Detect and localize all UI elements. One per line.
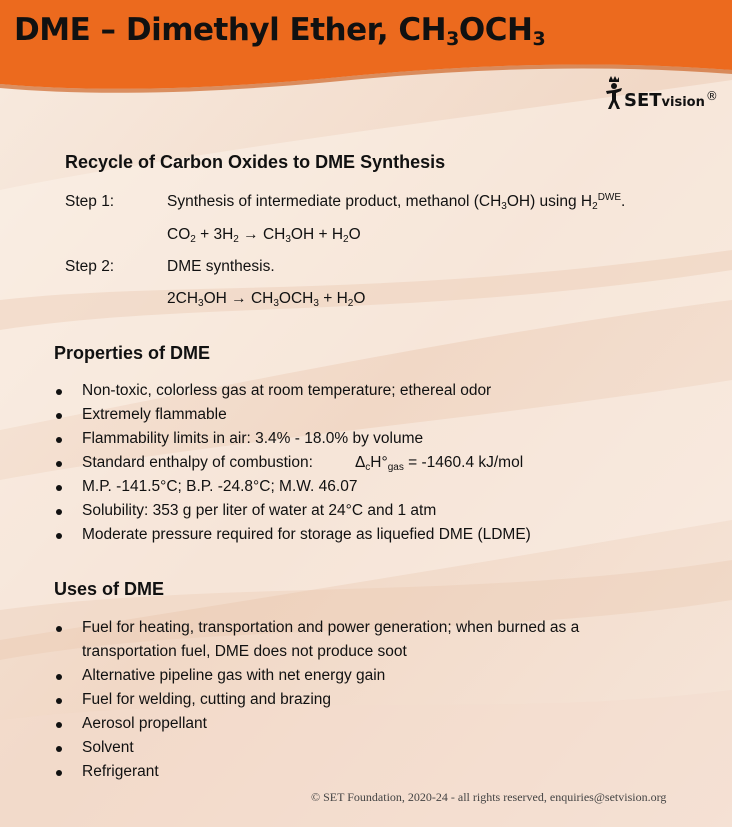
list-item: Aerosol propellant — [54, 712, 579, 736]
list-item: Solubility: 353 g per liter of water at 24°C and 1 atm — [54, 499, 531, 523]
enthalpy-value: $\Delta_cH^\circ_{gas} = -1460.4$ kJ/mol — [354, 454, 524, 473]
copyright-footer: © SET Foundation, 2020-24 - all rights reserved, enquiries@setvision.org — [311, 790, 667, 804]
list-item: Moderate pressure required for storage as liquefied DME (LDME) — [54, 523, 531, 547]
properties-list — [54, 379, 531, 547]
list-item: Alternative pipeline gas with net energy gain — [54, 664, 579, 688]
list-item: Standard enthalpy of combustion: $\Delta_cH^\circ_{gas} = -1460.4$ kJ/mol — [54, 451, 531, 475]
page-title: DME – Dimethyl Ether, $CH_3OCH_3$ — [14, 12, 546, 50]
equation-dme: $2CH_3OH \to CH_3OCH_3 + H_2O$ — [167, 290, 366, 309]
step1-text: Synthesis of intermediate product, methanol $(CH_3OH)$ using $H_2^{DWE}$. — [167, 192, 626, 212]
uses-heading: Uses of DME — [54, 579, 165, 599]
list-item: Fuel for welding, cutting and brazing — [54, 688, 579, 712]
recycle-heading: Recycle of Carbon Oxides to DME Synthesis — [65, 152, 446, 172]
logo-wordmark: SETvision® — [624, 89, 718, 111]
list-item: Fuel for heating, transportation and power generation; when burned as a transportation fuel, DME does not produce soot — [54, 616, 579, 664]
list-item: Refrigerant — [54, 760, 579, 784]
list-item: Non-toxic, colorless gas at room temperature; ethereal odor — [54, 379, 531, 403]
step2-text: DME synthesis. — [167, 258, 275, 275]
properties-heading: Properties of DME — [54, 343, 211, 363]
uses-list — [54, 616, 579, 784]
step1-label: Step 1: — [65, 193, 115, 210]
list-item: Solvent — [54, 736, 579, 760]
step2-label: Step 2: — [65, 258, 115, 275]
list-item: Extremely flammable — [54, 403, 531, 427]
list-item: M.P. -141.5°C; B.P. -24.8°C; M.W. 46.07 — [54, 475, 531, 499]
list-item: Flammability limits in air: 3.4% - 18.0% by volume — [54, 427, 531, 451]
equation-methanol: $CO_2 + 3H_2 \to CH_3OH + H_2O$ — [167, 226, 361, 245]
